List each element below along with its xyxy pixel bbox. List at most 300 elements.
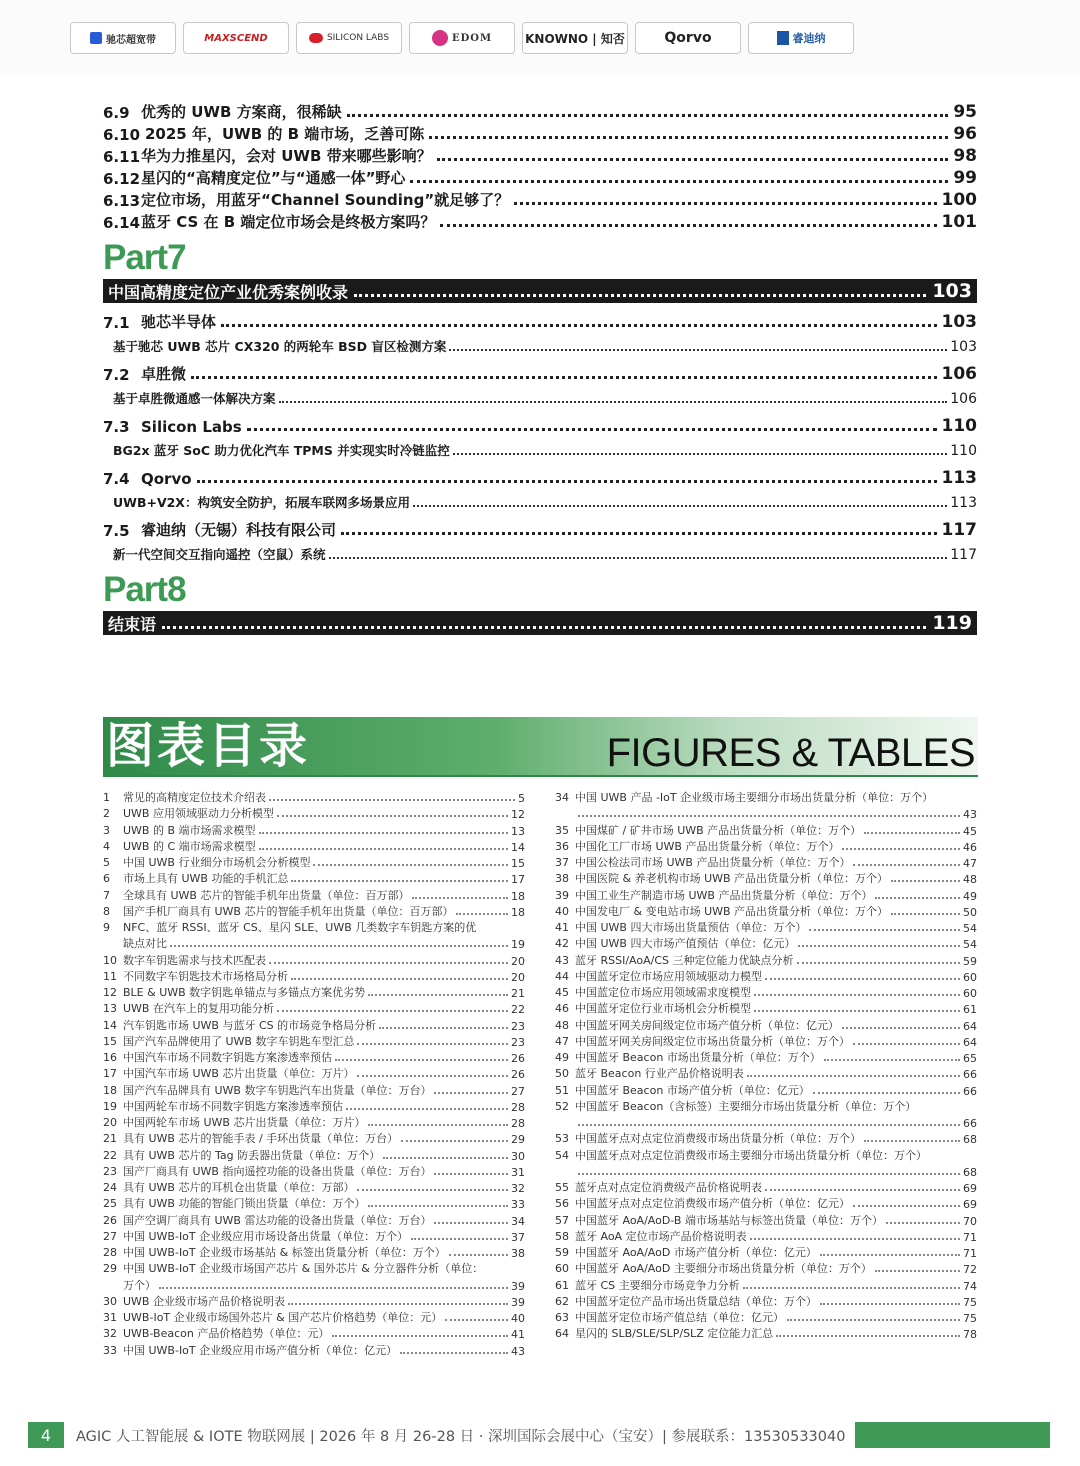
case-entry[interactable]	[103, 518, 977, 540]
figure-entry[interactable]	[103, 1195, 525, 1211]
toc-page: 98	[953, 146, 977, 166]
figure-number: 25	[103, 1197, 117, 1211]
figure-caption: 具有 UWB 芯片的智能手表 / 手环出货量（单位：万台）	[123, 1132, 399, 1146]
figure-title	[555, 822, 861, 838]
part7-bar[interactable]	[103, 279, 977, 303]
figure-page: 15	[511, 857, 525, 870]
figure-entry[interactable]	[555, 1228, 977, 1244]
case-number: 7.5	[103, 522, 130, 540]
figure-leader	[797, 962, 960, 964]
figure-title	[103, 1000, 274, 1016]
figure-number: 43	[555, 953, 569, 967]
logo-knowno	[522, 22, 628, 54]
figure-entry[interactable]	[555, 1325, 977, 1341]
figure-page: 18	[511, 905, 525, 919]
case-sub-page: 103	[950, 339, 977, 355]
figure-entry[interactable]	[103, 952, 525, 968]
case-sub-leader	[413, 505, 947, 507]
figure-number: 6	[103, 872, 110, 886]
figure-number: 11	[103, 969, 117, 983]
figure-entry[interactable]	[555, 1000, 977, 1016]
figure-page: 13	[511, 824, 525, 838]
figure-leader	[765, 978, 960, 980]
figure-entry[interactable]	[555, 854, 977, 870]
banner-underline	[103, 775, 978, 777]
figure-page: 26	[511, 1052, 525, 1065]
figure-caption: 不同数字车钥匙技术市场格局分析	[123, 969, 288, 983]
figure-caption: 中国蓝牙 Beacon 市场产值分析（单位：亿元）	[575, 1083, 810, 1097]
logo-qorvo	[635, 22, 741, 54]
toc-leader	[440, 224, 936, 227]
figure-title	[103, 887, 409, 903]
figure-leader	[400, 1352, 508, 1354]
logo-chixin	[70, 22, 176, 54]
figure-entry[interactable]	[103, 984, 525, 1000]
figure-caption: 具有 UWB 功能的智能门锁出货量（单位：万个）	[123, 1197, 366, 1211]
toc-entry[interactable]	[103, 100, 977, 122]
figure-entry[interactable]	[103, 838, 525, 854]
figure-leader	[449, 1254, 508, 1256]
figure-number: 18	[103, 1083, 117, 1097]
figure-entry[interactable]	[103, 1147, 525, 1163]
figure-title	[103, 1228, 408, 1244]
figures-title-en: FIGURES & TABLES	[606, 731, 975, 775]
logo-maxscend-text: MAXSCEND	[204, 32, 268, 44]
figure-entry[interactable]	[103, 1342, 525, 1358]
figure-entry[interactable]	[555, 789, 977, 805]
toc-number: 6.11	[103, 148, 141, 166]
figure-caption: 中国蓝牙定位市场产值总结（单位：亿元）	[575, 1311, 784, 1324]
figure-leader	[456, 913, 508, 915]
figure-number: 53	[555, 1132, 569, 1146]
toc-page: 96	[953, 124, 977, 144]
figure-page: 75	[963, 1295, 977, 1309]
figure-leader	[277, 1010, 508, 1012]
figure-leader	[824, 1059, 960, 1061]
case-number: 7.4	[103, 470, 130, 488]
case-entry[interactable]	[103, 362, 977, 384]
figure-title	[103, 968, 288, 984]
part7-heading: Part7	[103, 238, 186, 277]
figure-entry[interactable]	[103, 1212, 525, 1228]
figure-entry[interactable]	[555, 1082, 977, 1098]
figure-caption: 中国 UWB 四大市场出货量预估（单位：万个）	[575, 921, 807, 934]
figure-entry-continued[interactable]	[575, 1163, 977, 1179]
figure-entry[interactable]	[555, 1293, 977, 1309]
figure-title	[555, 1065, 744, 1081]
logo-chixin-text: 驰芯超宽带	[106, 34, 156, 46]
figure-caption-continued: 缺点对比	[123, 937, 167, 951]
figure-entry[interactable]	[555, 984, 977, 1000]
figure-title	[103, 1130, 398, 1146]
logo-qorvo-text: Qorvo	[664, 30, 712, 46]
figure-leader	[368, 994, 508, 996]
figure-title	[103, 822, 256, 838]
figure-number: 5	[103, 856, 110, 869]
figure-leader	[750, 1238, 960, 1240]
toc-title: 定位市场，用蓝牙“Channel Sounding”就足够了？	[141, 191, 510, 209]
figure-title	[555, 1098, 916, 1114]
figure-page: 50	[963, 905, 977, 919]
figure-page: 27	[511, 1084, 525, 1098]
toc-page: 101	[941, 212, 977, 232]
figure-entry[interactable]	[555, 1130, 977, 1146]
figure-leader	[809, 929, 960, 931]
case-subentry[interactable]	[113, 441, 977, 459]
figure-entry[interactable]	[103, 1325, 525, 1341]
figure-entry[interactable]	[103, 887, 525, 903]
figure-entry[interactable]	[555, 952, 977, 968]
figure-page: 71	[963, 1247, 977, 1260]
figure-number: 37	[555, 856, 569, 869]
figure-title	[555, 1033, 850, 1049]
figure-title	[103, 1114, 365, 1130]
figure-caption: 国产汽车品牌具有 UWB 数字车钥匙汽车出货量（单位：万台）	[123, 1083, 432, 1097]
figure-leader	[798, 945, 960, 947]
figure-caption: 星闪的 SLB/SLE/SLP/SLZ 定位能力汇总	[575, 1327, 774, 1341]
figure-page: 61	[963, 1003, 977, 1017]
figure-entry[interactable]	[555, 1277, 977, 1293]
figure-entry[interactable]	[103, 1065, 525, 1081]
figure-title	[103, 870, 288, 886]
figure-entry[interactable]	[555, 1065, 977, 1081]
figure-leader	[891, 913, 960, 915]
figure-caption: 国产厂商具有 UWB 指向遥控功能的设备出货量（单位：万台）	[123, 1164, 432, 1178]
case-subentry[interactable]	[113, 493, 977, 511]
figure-entry[interactable]	[555, 1212, 977, 1228]
case-page: 110	[941, 416, 977, 436]
figure-caption: 市场上具有 UWB 功能的手机汇总	[123, 872, 289, 886]
figure-leader	[747, 1075, 960, 1077]
figure-entry[interactable]	[555, 1260, 977, 1276]
figure-number: 54	[555, 1148, 569, 1162]
figure-page: 12	[511, 808, 525, 822]
figure-caption: BLE & UWB 数字钥匙单锚点与多锚点方案优劣势	[123, 986, 366, 999]
figure-page: 18	[511, 889, 525, 903]
figure-leader	[170, 945, 508, 947]
figure-entry[interactable]	[103, 1114, 525, 1130]
figure-title	[103, 1293, 285, 1309]
figure-number: 20	[103, 1116, 117, 1129]
figure-entry[interactable]	[555, 822, 977, 838]
figure-caption: 中国蓝牙定位行业市场机会分析模型	[575, 1002, 751, 1016]
figure-page: 48	[963, 873, 977, 887]
figure-number: 42	[555, 937, 569, 951]
figure-entry[interactable]	[103, 1082, 525, 1098]
figure-leader	[578, 1124, 960, 1126]
figure-number: 40	[555, 904, 569, 918]
figure-title	[555, 1195, 850, 1211]
figure-caption: 中国 UWB 四大市场产值预估（单位：亿元）	[575, 937, 796, 951]
figure-leader	[291, 978, 508, 980]
case-sub-title: 基于驰芯 UWB 芯片 CX320 的两轮车 BSD 盲区检测方案	[113, 339, 447, 354]
part8-page: 119	[932, 612, 972, 634]
figure-entry[interactable]	[103, 1130, 525, 1146]
ruidina-logo-icon	[777, 31, 789, 45]
figure-entry[interactable]	[103, 1049, 525, 1065]
figure-title	[555, 1244, 817, 1260]
figure-caption: 汽车钥匙市场 UWB 与蓝牙 CS 的市场竞争格局分析	[123, 1018, 377, 1032]
figure-entry[interactable]	[103, 919, 525, 935]
figure-title	[555, 1179, 762, 1195]
figure-entry[interactable]	[103, 870, 525, 886]
figure-title	[555, 854, 850, 870]
figure-page: 45	[963, 824, 977, 838]
figure-entry-continued[interactable]	[123, 935, 525, 951]
figure-caption: 中国发电厂 & 变电站市场 UWB 产品出货量分析（单位：万个）	[575, 904, 889, 918]
figure-entry[interactable]	[103, 968, 525, 984]
figure-entry[interactable]	[103, 1033, 525, 1049]
case-number: 7.2	[103, 366, 130, 384]
figure-caption: 中国公检法司市场 UWB 产品出货量分析（单位：万个）	[575, 856, 851, 869]
figure-entry[interactable]	[555, 935, 977, 951]
figure-entry-continued[interactable]	[575, 1114, 977, 1130]
figure-title	[555, 952, 794, 968]
figure-number: 30	[103, 1294, 117, 1308]
figure-leader	[411, 1238, 508, 1240]
figure-entry[interactable]	[555, 870, 977, 886]
figure-entry[interactable]	[555, 1309, 977, 1325]
figure-caption: 蓝牙 RSSI/AoA/CS 三种定位能力优缺点分析	[575, 953, 794, 967]
figure-page: 20	[511, 970, 525, 984]
figure-number: 3	[103, 823, 110, 837]
figure-caption: 蓝牙点对点定位消费级产品价格说明表	[575, 1181, 762, 1194]
case-entry[interactable]	[103, 466, 977, 488]
chixin-logo-icon	[90, 32, 102, 44]
figure-caption: 中国 UWB-IoT 企业级应用市场设备出货量（单位：万个）	[123, 1229, 409, 1243]
figure-page: 38	[511, 1247, 525, 1260]
figure-entry[interactable]	[103, 1293, 525, 1309]
figure-entry[interactable]	[103, 1098, 525, 1114]
figure-entry[interactable]	[555, 1049, 977, 1065]
case-leader	[247, 428, 937, 431]
toc-number: 6.12	[103, 170, 141, 188]
figure-entry[interactable]	[555, 1147, 977, 1163]
case-entry[interactable]	[103, 414, 977, 436]
toc-entry[interactable]	[103, 210, 977, 232]
figure-page: 68	[963, 1165, 977, 1179]
figure-page: 75	[963, 1312, 977, 1325]
figure-page: 69	[963, 1182, 977, 1195]
figure-caption: 中国汽车市场不同数字钥匙方案渗透率预估	[123, 1051, 332, 1064]
figure-title	[103, 838, 256, 854]
figure-entry[interactable]	[555, 1179, 977, 1195]
figure-leader	[332, 1335, 508, 1337]
figure-entry[interactable]	[103, 1260, 525, 1276]
figure-number: 41	[555, 921, 569, 934]
figure-number: 31	[103, 1311, 117, 1324]
figure-leader	[853, 1043, 960, 1045]
figure-page: 60	[963, 987, 977, 1000]
figure-page: 23	[511, 1035, 525, 1049]
figure-entry[interactable]	[103, 822, 525, 838]
figure-leader	[875, 897, 960, 899]
case-title: 睿迪纳（无锡）科技有限公司	[141, 521, 337, 539]
figure-title	[103, 1082, 431, 1098]
figure-title	[555, 789, 933, 805]
figure-number: 50	[555, 1067, 569, 1081]
toc-page: 99	[953, 168, 977, 188]
case-sub-page: 106	[950, 391, 977, 407]
figure-title	[555, 984, 751, 1000]
case-entry[interactable]	[103, 310, 977, 332]
part7-page: 103	[932, 280, 972, 302]
figure-entry-continued[interactable]	[123, 1277, 525, 1293]
figure-leader	[434, 1173, 508, 1175]
figure-caption: 中国医院 & 养老机构市场 UWB 产品出货量分析（单位：万个）	[575, 872, 889, 886]
figure-entry[interactable]	[555, 838, 977, 854]
toc-leader	[514, 202, 936, 205]
figure-caption: 中国化工厂市场 UWB 产品出货量分析（单位：万个）	[575, 839, 840, 853]
figure-entry[interactable]	[555, 1244, 977, 1260]
case-title: Silicon Labs	[141, 418, 242, 436]
figure-page: 46	[963, 840, 977, 854]
figure-page: 41	[511, 1328, 525, 1342]
toc-number: 6.13	[103, 192, 141, 210]
figure-title	[103, 805, 274, 821]
case-subentry[interactable]	[113, 337, 977, 355]
figure-leader	[765, 1189, 960, 1191]
logo-silicon-labs-text: SILICON LABS	[326, 33, 390, 43]
part8-bar[interactable]	[103, 611, 977, 635]
figure-title	[555, 1212, 883, 1228]
figure-entry[interactable]	[103, 1017, 525, 1033]
figure-title	[103, 1179, 354, 1195]
toc-title: 蓝牙 CS 在 B 端定位市场会是终极方案吗？	[141, 213, 436, 231]
figure-entry[interactable]	[555, 919, 977, 935]
figure-page: 33	[511, 1198, 525, 1212]
figure-title	[103, 1098, 343, 1114]
figure-title	[103, 1017, 376, 1033]
figure-page: 21	[511, 987, 525, 1000]
case-sub-leader	[279, 401, 948, 403]
figure-title	[103, 1212, 431, 1228]
figure-entry[interactable]	[555, 1033, 977, 1049]
toc-entry[interactable]	[103, 122, 977, 144]
toc-entry[interactable]	[103, 188, 977, 210]
figure-entry-continued[interactable]	[575, 805, 977, 821]
figure-leader	[434, 1092, 508, 1094]
figure-page: 70	[963, 1214, 977, 1228]
figure-title	[103, 952, 266, 968]
figure-entry[interactable]	[103, 1244, 525, 1260]
part8-title: 结束语	[108, 614, 157, 634]
figure-entry[interactable]	[555, 1017, 977, 1033]
figure-number: 44	[555, 969, 569, 983]
figure-number: 35	[555, 823, 569, 837]
figure-leader	[891, 880, 960, 882]
figure-entry[interactable]	[103, 1228, 525, 1244]
case-sub-title: BG2x 蓝牙 SoC 助力优化汽车 TPMS 并实现实时冷链监控	[113, 443, 450, 458]
figure-title	[103, 919, 476, 935]
figure-title	[103, 903, 453, 919]
toc-leader	[437, 158, 949, 161]
figure-entry[interactable]	[103, 1179, 525, 1195]
figure-entry[interactable]	[103, 854, 525, 870]
toc-leader	[429, 136, 948, 139]
figure-leader	[842, 1027, 960, 1029]
figure-title	[555, 968, 762, 984]
case-page: 103	[941, 312, 977, 332]
toc-entry[interactable]	[103, 166, 977, 188]
figure-caption: 中国煤矿 / 矿井市场 UWB 产品出货量分析（单位：万个）	[575, 823, 862, 837]
toc-page: 95	[953, 102, 977, 122]
figure-entry[interactable]	[103, 1163, 525, 1179]
figure-entry[interactable]	[555, 1195, 977, 1211]
case-subentry[interactable]	[113, 545, 977, 563]
toc-entry[interactable]	[103, 144, 977, 166]
figure-entry[interactable]	[103, 1309, 525, 1325]
case-sub-title: UWB+V2X：构筑安全防护，拓展车联网多场景应用	[113, 495, 410, 510]
figure-page: 29	[511, 1133, 525, 1147]
figure-leader	[259, 832, 508, 834]
figure-title	[103, 1244, 446, 1260]
figure-title	[555, 1147, 927, 1163]
figure-caption: 常见的高精度定位技术介绍表	[123, 791, 266, 804]
figure-leader	[578, 1173, 960, 1175]
figure-leader	[368, 1205, 508, 1207]
figure-title	[555, 903, 888, 919]
figure-entry[interactable]	[555, 887, 977, 903]
figure-number: 59	[555, 1246, 569, 1259]
figure-leader	[743, 1287, 960, 1289]
figure-leader	[401, 1140, 508, 1142]
part7-title: 中国高精度定位产业优秀案例收录	[108, 282, 349, 302]
figure-leader	[313, 864, 508, 866]
figure-number: 9	[103, 921, 110, 934]
figure-caption: 中国蓝牙点对点定位消费级市场产值分析（单位：亿元）	[575, 1197, 850, 1211]
figure-number: 62	[555, 1294, 569, 1308]
figure-title	[103, 1033, 354, 1049]
figure-number: 2	[103, 807, 110, 821]
figure-title	[555, 1309, 784, 1325]
figure-entry[interactable]	[103, 805, 525, 821]
case-title: 驰芯半导体	[141, 313, 217, 331]
figure-entry[interactable]	[555, 1098, 977, 1114]
figure-entry[interactable]	[103, 903, 525, 919]
logo-ruidina-text: 睿迪纳	[792, 32, 826, 45]
figure-entry[interactable]	[103, 1000, 525, 1016]
figure-page: 39	[511, 1295, 525, 1309]
figure-caption: 中国蓝定位市场应用领域需求度模型	[575, 986, 751, 999]
figure-number: 45	[555, 986, 569, 999]
figure-number: 49	[555, 1051, 569, 1064]
figure-number: 19	[103, 1099, 117, 1113]
figure-leader	[864, 1140, 960, 1142]
figure-number: 15	[103, 1034, 117, 1048]
figure-number: 34	[555, 791, 569, 804]
figure-caption: UWB 在汽车上的复用功能分析	[123, 1002, 274, 1016]
figure-number: 28	[103, 1246, 117, 1259]
figure-leader	[383, 1157, 508, 1159]
figure-title	[555, 1017, 839, 1033]
figure-number: 60	[555, 1262, 569, 1276]
figure-entry[interactable]	[103, 789, 525, 805]
figure-leader	[288, 1303, 508, 1305]
figure-page: 32	[511, 1182, 525, 1195]
figure-caption: 数字车钥匙需求与技术匹配表	[123, 953, 266, 967]
case-subentry[interactable]	[113, 389, 977, 407]
figure-entry[interactable]	[555, 968, 977, 984]
figure-leader	[875, 1270, 960, 1272]
figure-number: 57	[555, 1213, 569, 1227]
figure-leader	[368, 1124, 508, 1126]
figure-number: 23	[103, 1164, 117, 1178]
figure-entry[interactable]	[555, 903, 977, 919]
page-number: 4	[28, 1422, 64, 1448]
figure-number: 29	[103, 1262, 117, 1276]
figure-number: 13	[103, 1002, 117, 1016]
